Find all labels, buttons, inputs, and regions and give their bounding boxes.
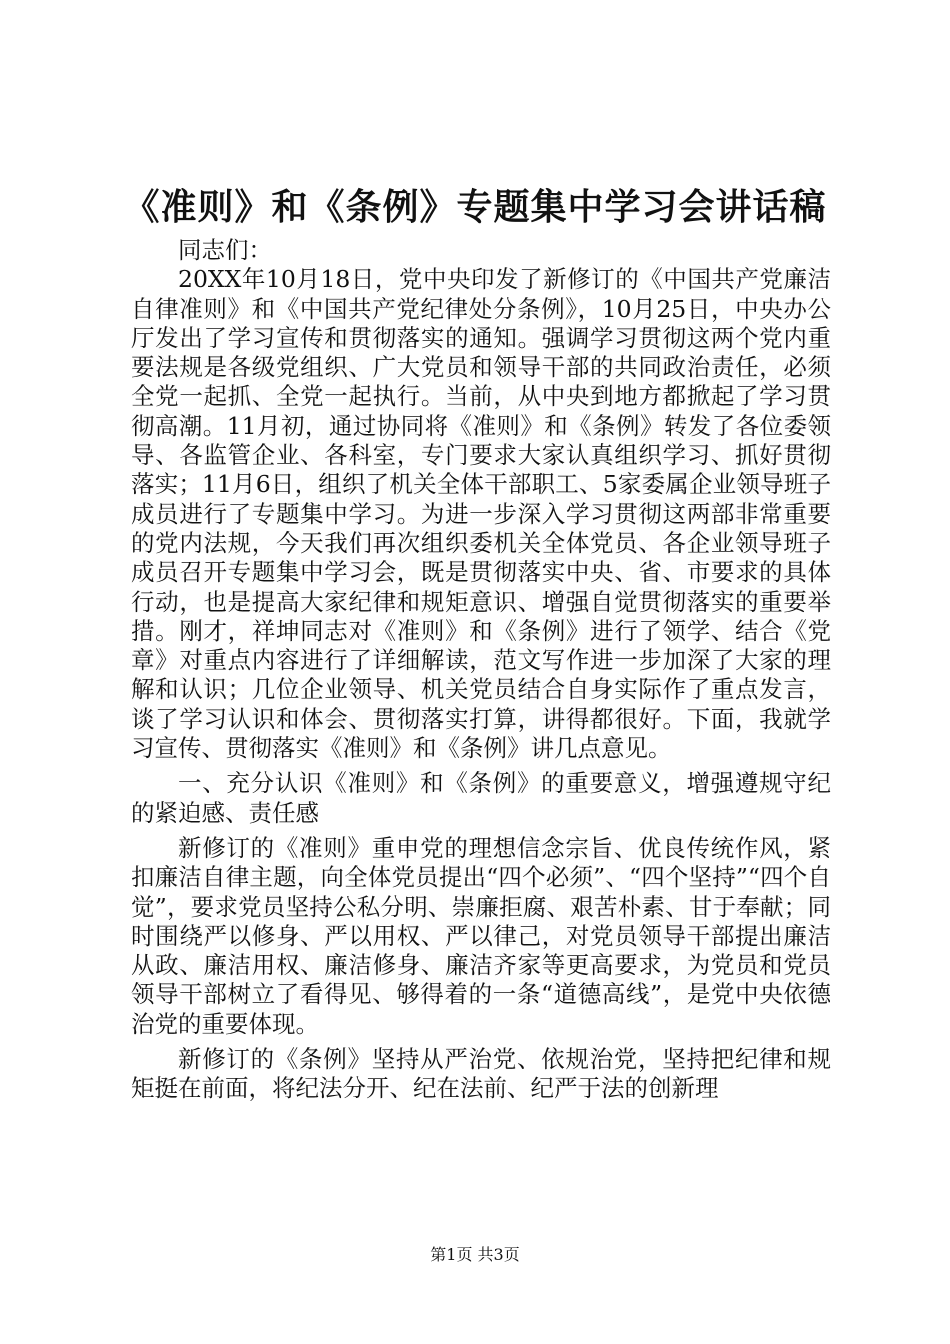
page-indicator: 第1页 共3页 [430,1245,520,1264]
document-body [131,236,831,1104]
paragraph-zhunze: 新修订的《准则》重申党的理想信念宗旨、优良传统作风，紧扣廉洁自律主题，向全体党员提出“四个必须”、“四个坚持”“四个自觉”，要求党员坚持公私分明、崇廉拒腐、艰苦朴素、甘于奉献；同时围绕严以修身、严以用权、严以律己，对党员领导干部提出廉洁从政、廉洁用权、廉洁修身、廉洁齐家等更高要求，为党员和党员领导干部树立了看得见、够得着的一条“道德高线”，是党中央依德治党的重要体现。 [131,833,831,1038]
paragraph-tiaoli: 新修订的《条例》坚持从严治党、依规治党，坚持把纪律和规矩挺在前面，将纪法分开、纪在法前、纪严于法的创新理 [131,1045,831,1103]
document-title: 《准则》和《条例》专题集中学习会讲话稿 [123,186,827,228]
section-heading-1: 一、充分认识《准则》和《条例》的重要意义，增强遵规守纪的紧迫感、责任感 [131,769,831,827]
salutation: 同志们： [178,236,272,264]
paragraph-intro: 20XX年10月18日，党中央印发了新修订的《中国共产党廉洁自律准则》和《中国共产党纪律处分条例》，10月25日，中央办公厅发出了学习宣传和贯彻落实的通知。强调学习贯彻这两个党内重要法规是各级党组织、广大党员和领导干部的共同政治责任，必须全党一起抓、全党一起执行。当前，从中央到地方都掀起了学习贯彻高潮。11月初，通过协同将《准则》和《条例》转发了各位委领导、各监管企业、各科室，专门要求大家认真组织学习、抓好贯彻落实；11月6日，组织了机关全体干部职工、5家委属企业领导班子成员进行了专题集中学习。为进一步深入学习贯彻这两部非常重要的党内法规，今天我们再次组织委机关全体党员、各企业领导班子成员召开专题集中学习会，既是贯彻落实中央、省、市要求的具体行动，也是提高大家纪律和规矩意识、增强自觉贯彻落实的重要举措。刚才，祥坤同志对《准则》和《条例》进行了领学、结合《党章》对重点内容进行了详细解读，范文写作进一步加深了大家的理解和认识；几位企业领导、机关党员结合自身实际作了重点发言，谈了学习认识和体会、贯彻落实打算，讲得都很好。下面，我就学习宣传、贯彻落实《准则》和《条例》讲几点意见。 [131,265,831,763]
